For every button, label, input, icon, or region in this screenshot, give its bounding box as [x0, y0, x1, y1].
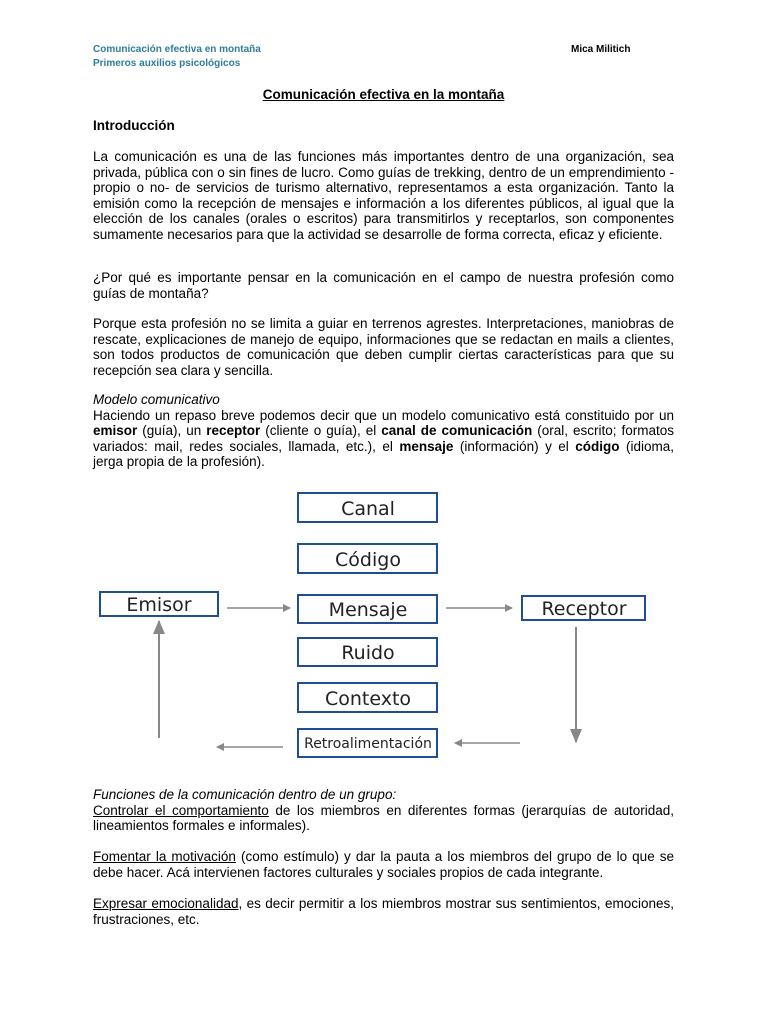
model-heading: Modelo comunicativo [93, 392, 220, 407]
box-retroalimentacion-label: Retroalimentación [304, 736, 432, 752]
box-codigo [298, 544, 437, 573]
function-term: Expresar emocionalidad [93, 896, 239, 911]
box-canal-label: Canal [341, 498, 395, 520]
box-contexto-label: Contexto [324, 688, 412, 710]
function-item [93, 896, 674, 927]
model-text-1: Haciendo un repaso breve podemos decir que un modelo comunicativo está constituido por un [93, 407, 674, 423]
box-codigo-label: Código [335, 549, 401, 571]
box-canal [298, 493, 437, 522]
model-term-mensaje: mensaje [399, 438, 454, 454]
header-doc-subtitle: Primeros auxilios psicológicos [93, 58, 241, 69]
functions-section [93, 787, 674, 834]
function-term: Fomentar la motivación [93, 849, 236, 864]
box-mensaje-label: Mensaje [328, 599, 408, 621]
model-text-5: (información) y el [453, 438, 576, 454]
model-term-emisor: emisor [93, 423, 138, 438]
functions-heading: Funciones de la comunicación dentro de un grupo: [93, 787, 397, 802]
box-emisor [100, 592, 218, 616]
communication-model-diagram [0, 480, 768, 770]
model-term-receptor: receptor [206, 423, 261, 438]
box-ruido [298, 638, 437, 666]
model-text-3: (cliente o guía), el [260, 423, 382, 438]
function-item [93, 849, 674, 880]
function-term: Controlar el comportamiento [93, 802, 269, 818]
function-text: de los miembros en diferentes formas (jerarquías de autoridad, lineamientos formales e informales). [93, 802, 674, 833]
function-text: (como estímulo) y dar la pauta a los miembros del grupo de lo que se debe hacer. Acá intervienen factores culturales y sociales propios de cada integrante. [93, 849, 675, 880]
model-paragraph [93, 408, 674, 470]
box-mensaje [298, 595, 437, 623]
intro-paragraph: La comunicación es una de las funciones más importantes dentro de una organización, sea privada, pública con o sin fines de lucro. Como guías de trekking, dentro de un emprendimiento -propio o no- de servicios de turismo alternativo, representamos a esta organización. Tanto la emisión como la recepción de mensajes e información a los diferentes públicos, al igual que la elección de los canales (orales o escritos) para transmitirlos y receptarlos, son componentes sumamente necesarios para que la actividad se desarrolle de forma correcta, eficaz y eficiente. [93, 149, 674, 242]
model-term-canal: canal de comunicación [381, 423, 533, 438]
header-author: Mica Militich [571, 44, 631, 55]
box-retroalimentacion [298, 729, 437, 757]
model-term-codigo: código [575, 438, 620, 454]
model-text-4: (oral, escrito; formatos variados: mail, redes sociales, llamada, etc.), el [93, 423, 675, 454]
page-title: Comunicación efectiva en la montaña [262, 87, 505, 102]
model-text-2: (guía), un [137, 423, 207, 438]
model-text-6: (idioma, jerga propia de la profesión). [93, 438, 674, 469]
box-receptor [522, 596, 645, 620]
box-receptor-label: Receptor [541, 598, 627, 620]
box-emisor-label: Emisor [126, 594, 192, 616]
function-text: , es decir permitir a los miembros mostrar sus sentimientos, emociones, frustraciones, etc. [93, 896, 674, 927]
box-ruido-label: Ruido [341, 642, 395, 664]
box-contexto [298, 683, 437, 712]
header-doc-title: Comunicación efectiva en montaña [93, 44, 261, 55]
intro-heading: Introducción [93, 118, 175, 133]
intro-answer: Porque esta profesión no se limita a guiar en terrenos agrestes. Interpretaciones, maniobras de rescate, explicaciones de manejo de equipo, informaciones que se redactan en mails a clientes, son todos productos de comunicación que deben cumplir ciertas características para que su recepción sea clara y sencilla. [93, 316, 674, 378]
function-item [93, 803, 674, 834]
intro-question: ¿Por qué es importante pensar en la comunicación en el campo de nuestra profesión como guías de montaña? [93, 270, 674, 301]
model-section [93, 392, 674, 470]
running-header [93, 43, 261, 71]
intro-section [93, 118, 674, 134]
